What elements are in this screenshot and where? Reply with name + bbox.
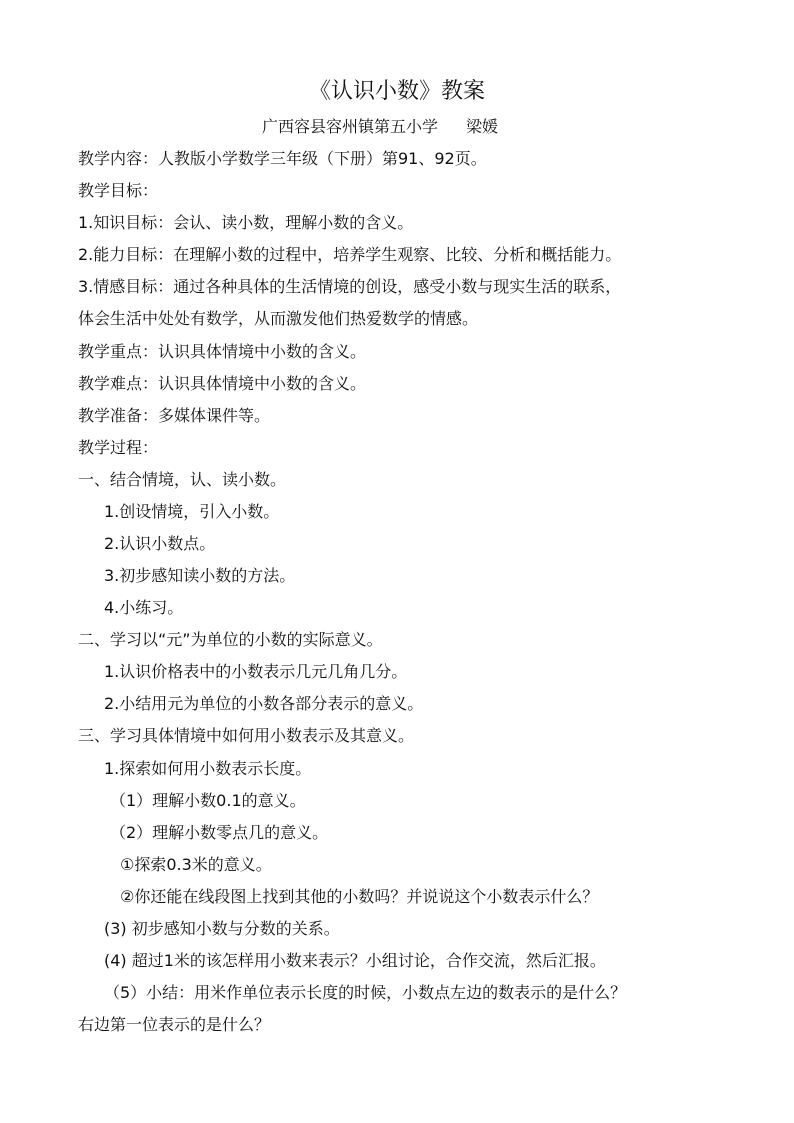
teaching-content: 教学内容：人教版小学数学三年级（下册）第91、92页。 [78,149,487,168]
section-three-item: 1.探索如何用小数表示长度。 [104,759,312,778]
sub-item-continued: 右边第一位表示的是什么？ [78,1015,271,1034]
sub-item: （2）理解小数零点几的意义。 [110,823,329,842]
emotion-goal: 3.情感目标：通过各种具体的生活情境的创设，感受小数与现实生活的联系， [78,277,622,296]
teaching-preparation: 教学准备：多媒体课件等。 [78,406,271,425]
ability-goal: 2.能力目标：在理解小数的过程中，培养学生观察、比较、分析和概括能力。 [78,245,622,264]
circled-item: ②你还能在线段图上找到其他的小数吗？并说说这个小数表示什么？ [120,887,599,906]
author-name: 梁媛 [466,117,499,136]
author-school: 广西容县容州镇第五小学 [262,117,439,136]
section-one-heading: 一、结合情境，认、读小数。 [78,470,287,489]
section-one-item: 3.初步感知读小数的方法。 [104,566,296,585]
teaching-difficulty: 教学难点：认识具体情境中小数的含义。 [78,374,367,393]
teaching-key-point: 教学重点：认识具体情境中小数的含义。 [78,342,367,361]
section-one-item: 1.创设情境，引入小数。 [104,502,280,521]
circled-item: ①探索0.3米的意义。 [120,855,272,874]
emotion-goal-continued: 体会生活中处处有数学，从而激发他们热爱数学的情感。 [78,309,479,328]
knowledge-goal: 1.知识目标：会认、读小数，理解小数的含义。 [78,213,414,232]
section-one-item: 4.小练习。 [104,598,184,617]
section-two-item: 2.小结用元为单位的小数各部分表示的意义。 [104,694,424,713]
sub-item: (3) 初步感知小数与分数的关系。 [104,919,340,938]
author-line [262,114,498,140]
section-two-item: 1.认识价格表中的小数表示几元几角几分。 [104,662,408,681]
sub-item: （1）理解小数0.1的意义。 [110,791,306,810]
teaching-process-heading: 教学过程： [78,438,159,457]
sub-item: (4) 超过1米的该怎样用小数来表示？小组讨论，合作交流，然后汇报。 [104,951,606,970]
teaching-goals-heading: 教学目标： [78,181,159,200]
section-two-heading: 二、学习以“元”为单位的小数的实际意义。 [78,630,383,649]
section-three-heading: 三、学习具体情境中如何用小数表示及其意义。 [78,726,415,745]
document-title: 《认识小数》教案 [308,79,485,104]
section-one-item: 2.认识小数点。 [104,534,216,553]
sub-item: （5）小结：用米作单位表示长度的时候，小数点左边的数表示的是什么？ [104,983,627,1002]
